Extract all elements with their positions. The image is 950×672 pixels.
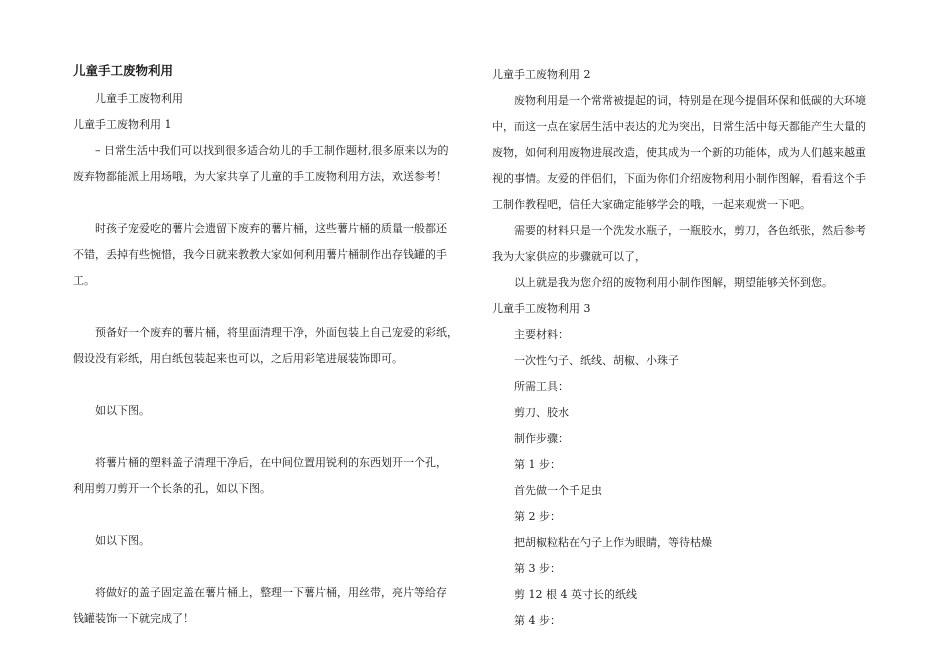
- paragraph-gap: [73, 190, 465, 216]
- paragraph-line: 工。: [73, 274, 95, 287]
- paragraph-line: 假设没有彩纸，用白纸包装起来也可以，之后用彩笔进展装饰即可。: [73, 352, 403, 365]
- paragraph-line: 不错，丢掉有些惋惜，我今日就来教教大家如何利用薯片桶制作出存钱罐的手: [73, 248, 447, 261]
- list-item: 所需工具：: [514, 380, 569, 393]
- list-item: 主要材料：: [514, 328, 569, 341]
- list-item: 一次性勺子、纸线、胡椒、小珠子: [514, 354, 679, 367]
- list-item: 第 3 步：: [514, 562, 561, 575]
- paragraph-line: 废物，如何利用废物进展改造，使其成为一个新的功能体，成为人们越来越重: [492, 146, 866, 159]
- paragraph-line: 需要的材料只是一个洗发水瓶子，一瓶胶水，剪刀，各色纸张，然后参考: [514, 224, 866, 237]
- list-item: 第 4 步：: [514, 614, 561, 627]
- paragraph-line: 利用剪刀剪开一个长条的孔，如以下图。: [73, 482, 271, 495]
- paragraph-line: 时孩子宠爱吃的薯片会遗留下废弃的薯片桶，这些薯片桶的质量一般都还: [95, 222, 447, 235]
- list-item: 剪刀、胶水: [514, 406, 569, 419]
- paragraph-line: 以上就是我为您介绍的废物利用小制作图解，期望能够关怀到您。: [514, 276, 833, 289]
- paragraph-line: 如以下图。: [95, 534, 150, 547]
- list-item: 第 1 步：: [514, 458, 561, 471]
- document-title: 儿童手工废物利用: [73, 63, 174, 78]
- paragraph-gap: [73, 424, 465, 450]
- left-column: [73, 62, 465, 632]
- paragraph-line: 将做好的盖子固定盖在薯片桶上，整理一下薯片桶，用丝带，亮片等给存: [95, 586, 447, 599]
- paragraph-line: 废物利用是一个常常被提起的词，特别是在现今提倡环保和低碳的大环境: [514, 94, 866, 107]
- paragraph-gap: [73, 294, 465, 320]
- section-2-heading: 儿童手工废物利用 2: [492, 68, 591, 81]
- paragraph-line: 我为大家供应的步骤就可以了，: [492, 250, 646, 263]
- paragraph-line: 预备好一个废弃的薯片桶，将里面清理干净，外面包装上自己宠爱的彩纸，: [95, 326, 458, 339]
- paragraph-gap: [73, 372, 465, 398]
- list-item: 把胡椒粒粘在勺子上作为眼睛，等待枯燥: [514, 536, 712, 549]
- section-3-heading: 儿童手工废物利用 3: [492, 302, 591, 315]
- paragraph-gap: [73, 554, 465, 580]
- list-item: 制作步骤：: [514, 432, 569, 445]
- list-item: 首先做一个千足虫: [514, 484, 602, 497]
- paragraph-line: 视的事情。友爱的伴侣们，下面为你们介绍废物利用小制作图解，看看这个手: [492, 172, 866, 185]
- list-item: 第 2 步：: [514, 510, 561, 523]
- paragraph-line: 工制作教程吧，信任大家确定能够学会的哦，一起来观赏一下吧。: [492, 198, 811, 211]
- paragraph-gap: [73, 502, 465, 528]
- right-column: [492, 62, 884, 634]
- list-item: 剪 12 根 4 英寸长的纸线: [514, 588, 637, 601]
- paragraph-line: 中，而这一点在家居生活中表达的尤为突出，日常生活中每天都能产生大量的: [492, 120, 866, 133]
- paragraph-line: 废弃物都能派上用场哦，为大家共享了儿童的手工废物利用方法，欢送参考！: [73, 170, 447, 183]
- section-1-heading: 儿童手工废物利用 1: [73, 118, 172, 131]
- paragraph-line: 如以下图。: [95, 404, 150, 417]
- paragraph-line: 钱罐装饰一下就完成了！: [73, 612, 194, 625]
- document-subtitle: 儿童手工废物利用: [95, 92, 183, 105]
- paragraph-line: – 日常生活中我们可以找到很多适合幼儿的手工制作题材,很多原来以为的: [95, 144, 449, 157]
- paragraph-line: 将薯片桶的塑料盖子清理干净后，在中间位置用锐利的东西划开一个孔，: [95, 456, 447, 469]
